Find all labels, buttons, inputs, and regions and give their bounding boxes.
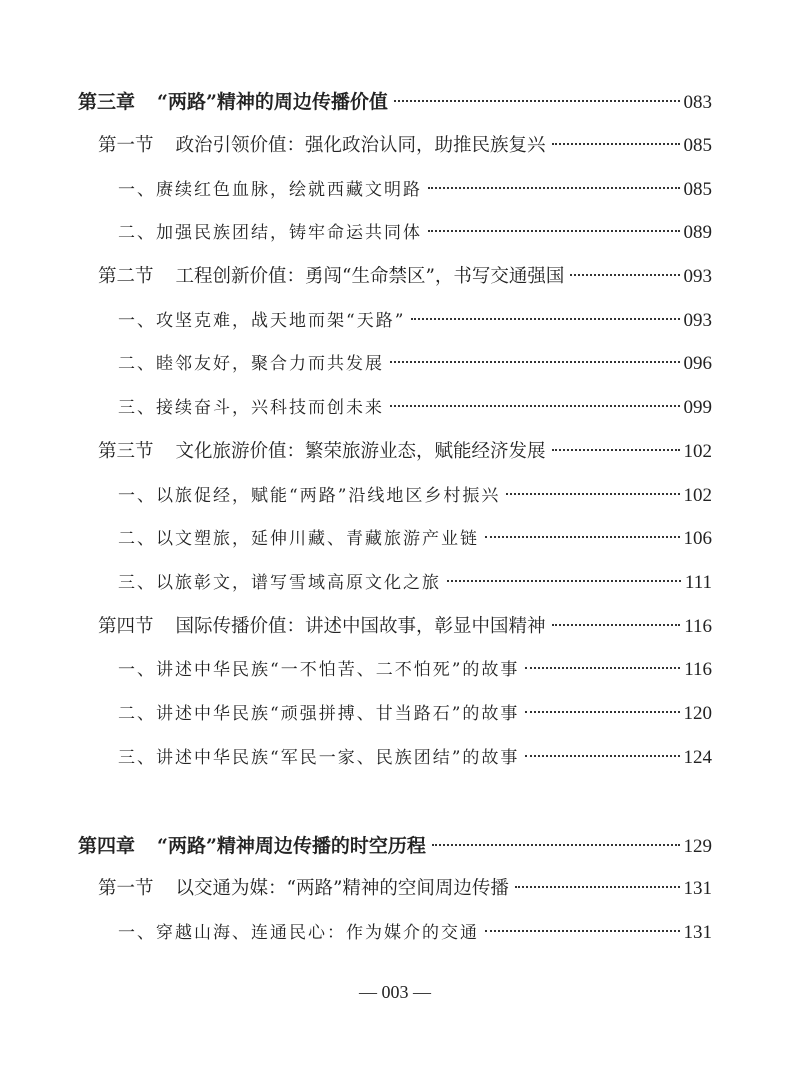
- chapter-label: 第四章: [78, 835, 136, 857]
- toc-entry-subsection: [118, 481, 712, 511]
- toc-entry-subsection: [118, 349, 712, 379]
- section-label: 第四节: [98, 616, 154, 637]
- entry-title: 一、以旅促经，赋能“两路”沿线地区乡村振兴: [118, 486, 501, 506]
- page-number: 116: [684, 659, 712, 680]
- entry-title: 二、讲述中华民族“顽强拼搏、甘当路石”的故事: [118, 704, 520, 724]
- toc-entry-section: [98, 437, 712, 467]
- entry-title: [78, 831, 426, 861]
- toc-entry-subsection: [118, 306, 712, 336]
- entry-title: 二、加强民族团结，铸牢命运共同体: [118, 223, 422, 243]
- section-title: 国际传播价值：讲述中国故事，彰显中国精神: [175, 616, 546, 637]
- entry-title: 三、以旅彰文，谱写雪域高原文化之旅: [118, 573, 441, 593]
- entry-title: [98, 131, 546, 161]
- dot-leader: [552, 624, 681, 626]
- toc-entry-subsection: [118, 568, 712, 598]
- dot-leader: [428, 230, 680, 232]
- chapter-title: “两路”精神周边传播的时空历程: [157, 835, 426, 857]
- page-number: 131: [683, 878, 712, 899]
- page-number: 093: [683, 266, 712, 287]
- dot-leader: [411, 318, 679, 320]
- entry-title: [98, 437, 546, 467]
- dot-leader: [525, 755, 679, 757]
- page-number: 085: [683, 135, 712, 156]
- toc-entry-section: [98, 612, 712, 642]
- toc-entry-subsection: [118, 175, 712, 205]
- toc-entry-subsection: [118, 524, 712, 554]
- chapter-title: “两路”精神的周边传播价值: [157, 91, 388, 113]
- toc-entry-subsection: [118, 393, 712, 423]
- page-number: 131: [683, 922, 712, 943]
- section-title: 以交通为媒：“两路”精神的空间周边传播: [175, 878, 509, 899]
- entry-title: [78, 87, 388, 117]
- dot-leader: [525, 711, 679, 713]
- entry-title: 三、接续奋斗，兴科技而创未来: [118, 398, 384, 418]
- page-number: 116: [684, 616, 712, 637]
- section-label: 第一节: [98, 878, 154, 899]
- entry-title: 二、睦邻友好，聚合力而共发展: [118, 354, 384, 374]
- dot-leader: [394, 100, 680, 102]
- page-number: 102: [683, 441, 712, 462]
- toc-entry-chapter: [78, 831, 712, 861]
- page-number: 089: [683, 222, 712, 243]
- toc-entry-subsection: [118, 655, 712, 685]
- dot-leader: [390, 361, 680, 363]
- page-number: 111: [684, 572, 712, 593]
- toc-entry-subsection: [118, 918, 712, 948]
- toc-entry-subsection: [118, 218, 712, 248]
- chapter-label: 第三章: [78, 91, 136, 113]
- page-number: 102: [683, 485, 712, 506]
- entry-title: 一、赓续红色血脉，绘就西藏文明路: [118, 180, 422, 200]
- toc-entry-section: [98, 262, 712, 292]
- section-title: 工程创新价值：勇闯“生命禁区”，书写交通强国: [175, 266, 565, 287]
- page-number: 099: [683, 397, 712, 418]
- dot-leader: [515, 886, 680, 888]
- page-number: 124: [683, 747, 712, 768]
- entry-title: 三、讲述中华民族“军民一家、民族团结”的故事: [118, 748, 520, 768]
- page-number: 129: [683, 836, 712, 857]
- dot-leader: [552, 449, 680, 451]
- dot-leader: [447, 580, 681, 582]
- page-number: 120: [683, 703, 712, 724]
- dot-leader: [552, 143, 680, 145]
- dot-leader: [506, 493, 679, 495]
- page-number: 096: [683, 353, 712, 374]
- dot-leader: [485, 930, 680, 932]
- dot-leader: [485, 536, 680, 538]
- page-number: 085: [683, 179, 712, 200]
- section-title: 文化旅游价值：繁荣旅游业态，赋能经济发展: [175, 441, 546, 462]
- page-number: 083: [683, 92, 712, 113]
- dot-leader: [390, 405, 680, 407]
- dot-leader: [432, 844, 680, 846]
- toc-entry-subsection: [118, 699, 712, 729]
- section-label: 第二节: [98, 266, 154, 287]
- page-number: 106: [683, 528, 712, 549]
- entry-title: [98, 612, 546, 642]
- toc-entry-chapter: [78, 87, 712, 117]
- page-folio: — 003 —: [359, 982, 431, 1002]
- section-title: 政治引领价值：强化政治认同，助推民族复兴: [175, 135, 546, 156]
- dot-leader: [428, 187, 680, 189]
- dot-leader: [570, 274, 679, 276]
- entry-title: 一、讲述中华民族“一不怕苦、二不怕死”的故事: [118, 660, 520, 680]
- dot-leader: [525, 667, 680, 669]
- entry-title: [98, 874, 509, 904]
- toc-entry-section: [98, 131, 712, 161]
- entry-title: 一、攻坚克难，战天地而架“天路”: [118, 311, 406, 331]
- section-label: 第三节: [98, 441, 154, 462]
- toc-entry-section: [98, 874, 712, 904]
- entry-title: [98, 262, 564, 292]
- entry-title: 一、穿越山海、连通民心：作为媒介的交通: [118, 923, 479, 943]
- page-number: 093: [683, 310, 712, 331]
- toc-entry-subsection: [118, 743, 712, 773]
- section-label: 第一节: [98, 135, 154, 156]
- entry-title: 二、以文塑旅，延伸川藏、青藏旅游产业链: [118, 529, 479, 549]
